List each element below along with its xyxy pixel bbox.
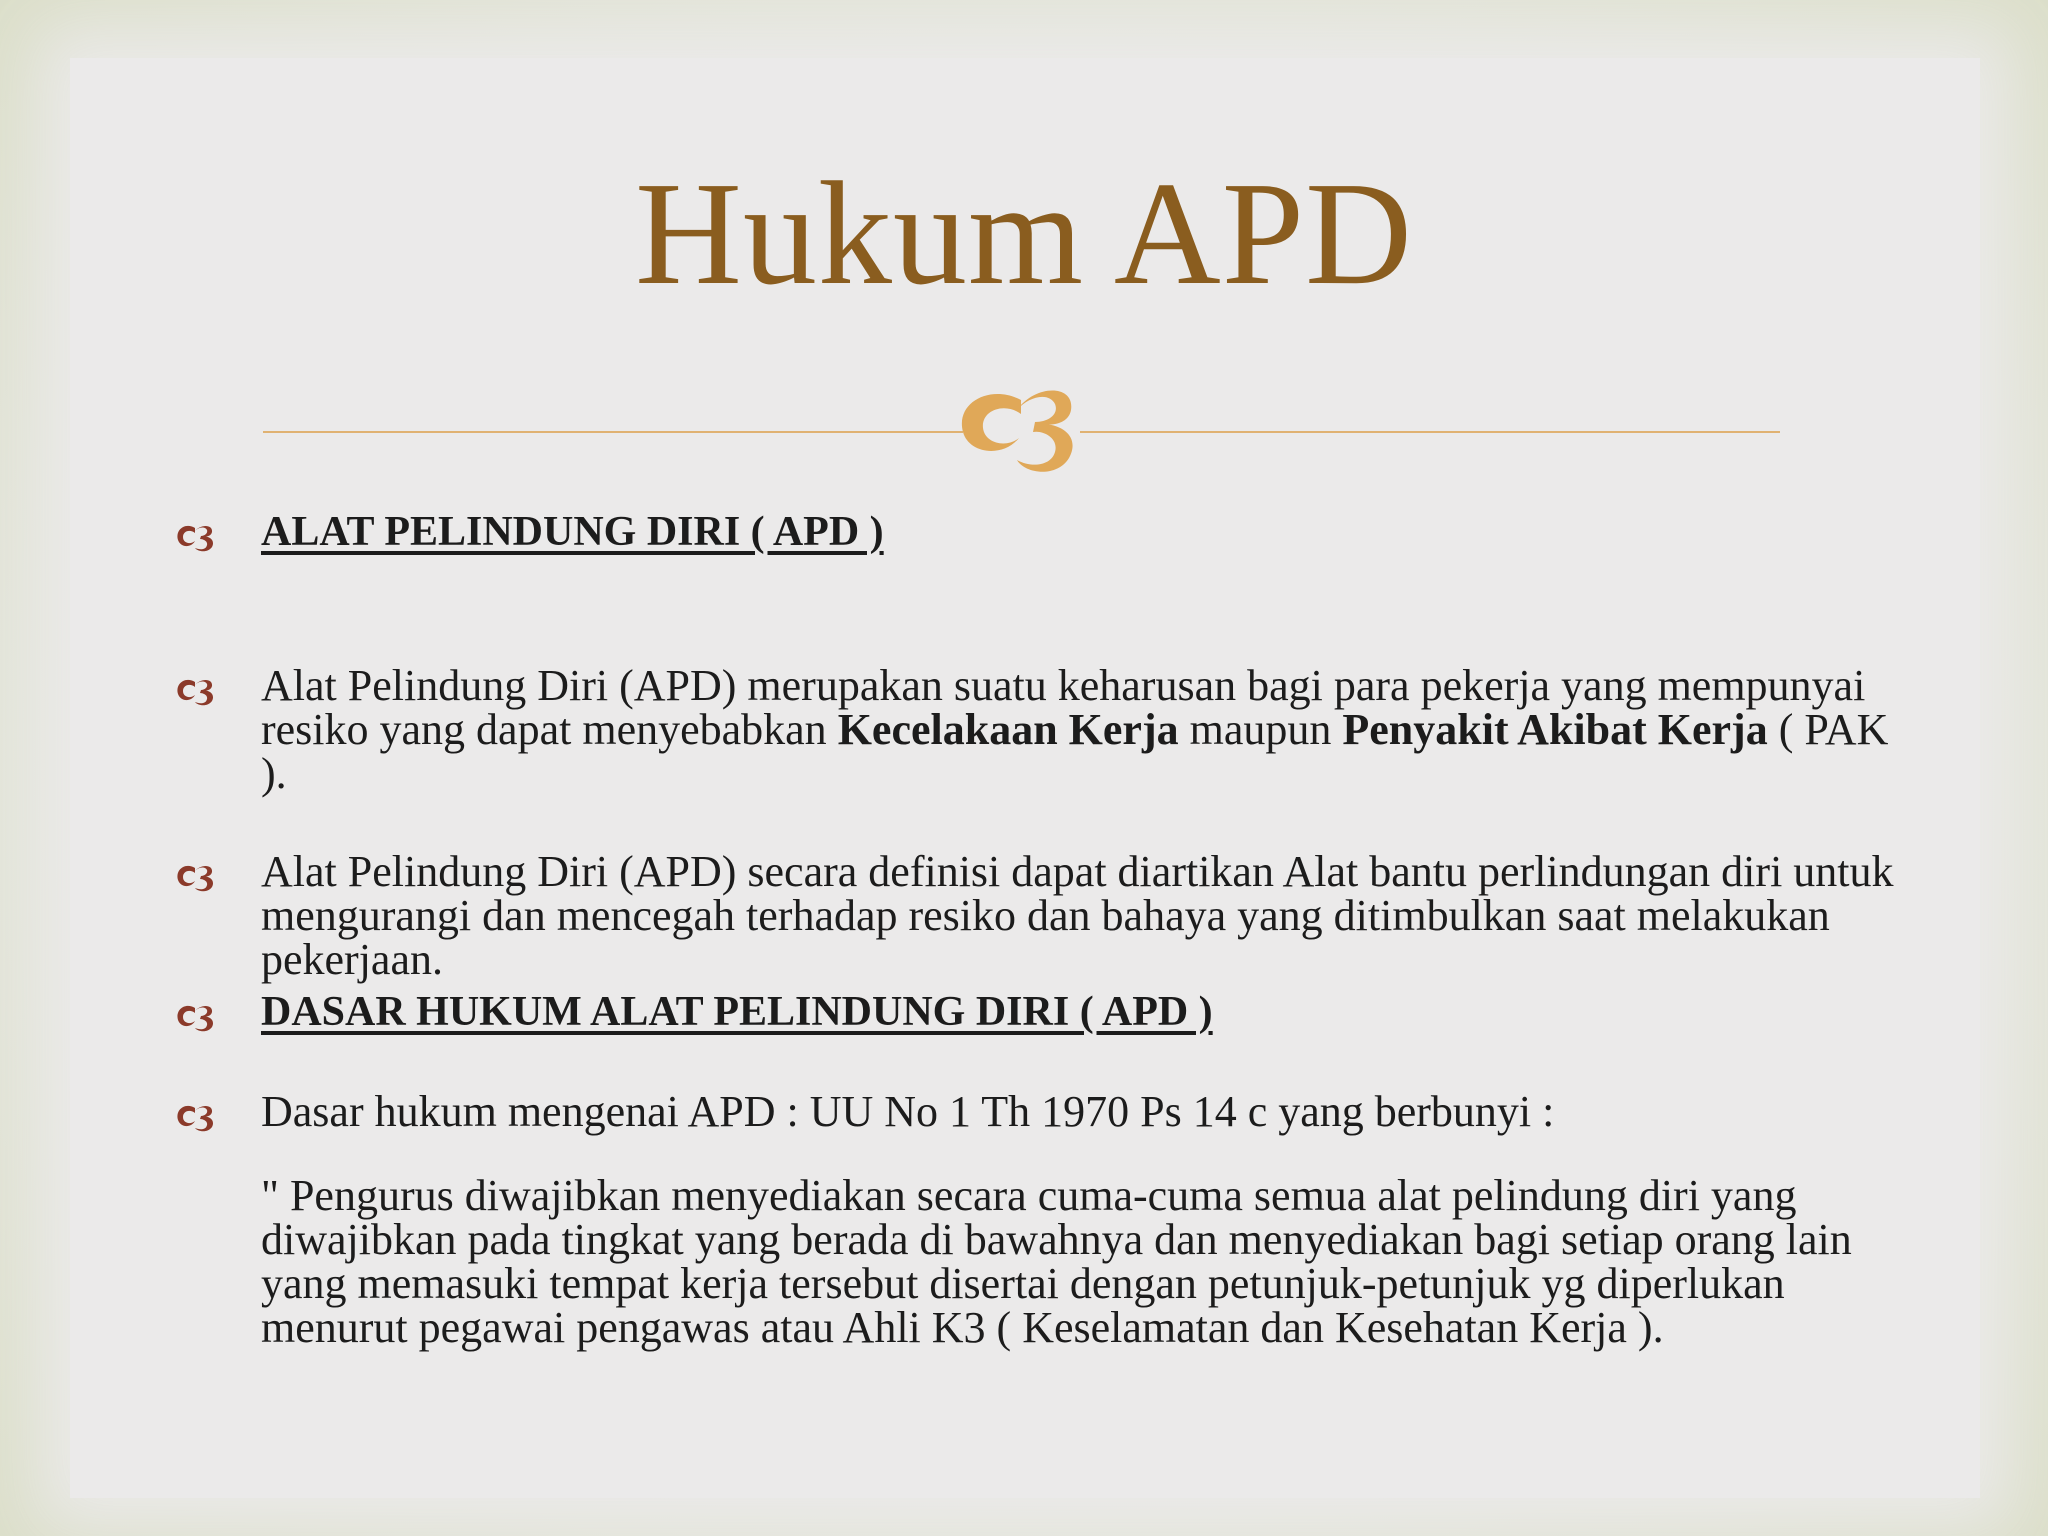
bullet-flourish-icon xyxy=(175,1102,221,1132)
title-rule-right xyxy=(1080,431,1780,433)
slide-title: Hukum APD xyxy=(635,152,1413,316)
section-heading-apd: ALAT PELINDUNG DIRI ( APD ) xyxy=(261,509,884,555)
paragraph-text: ( PAK ). xyxy=(261,705,1889,798)
bullet-flourish-icon xyxy=(175,522,221,552)
bullet-flourish-icon xyxy=(175,1002,221,1032)
flourish-ornament-icon xyxy=(951,380,1097,476)
legal-quote-paragraph: " Pengurus diwajibkan menyediakan secara cuma-cuma semua alat pelindung diri yang diwajibkan pada tingkat yang berada di bawahnya dan menyediakan bagi setiap orang lain yang memasuki tempat kerja tersebut disertai dengan petunjuk-petunjuk yg diperlukan menurut pegawai pengawas atau Ahli K3 ( Keselamatan dan Kesehatan Kerja ). xyxy=(261,1171,1852,1352)
legal-basis-paragraph: Dasar hukum mengenai APD : UU No 1 Th 1970 Ps 14 c yang berbunyi : xyxy=(261,1087,1555,1136)
section-heading-dasar-hukum: DASAR HUKUM ALAT PELINDUNG DIRI ( APD ) xyxy=(261,989,1213,1035)
bullet-flourish-icon xyxy=(175,862,221,892)
apd-definition-paragraph: Alat Pelindung Diri (APD) secara definisi dapat diartikan Alat bantu perlindungan diri untuk mengurangi dan mencegah terhadap resiko dan bahaya yang ditimbulkan saat melakukan pekerjaan. xyxy=(261,847,1894,984)
paragraph-text: maupun xyxy=(1178,705,1343,754)
paragraph-text: Alat Pelindung Diri (APD) merupakan suatu keharusan bagi para pekerja yang mempunyai resiko yang dapat menyebabkan xyxy=(261,661,1866,754)
apd-obligation-paragraph xyxy=(261,661,1901,798)
title-rule-left xyxy=(263,431,963,433)
bullet-flourish-icon xyxy=(175,676,221,706)
bold-term-penyakit-akibat-kerja: Penyakit Akibat Kerja xyxy=(1342,705,1768,754)
bold-term-kecelakaan-kerja: Kecelakaan Kerja xyxy=(837,705,1179,754)
